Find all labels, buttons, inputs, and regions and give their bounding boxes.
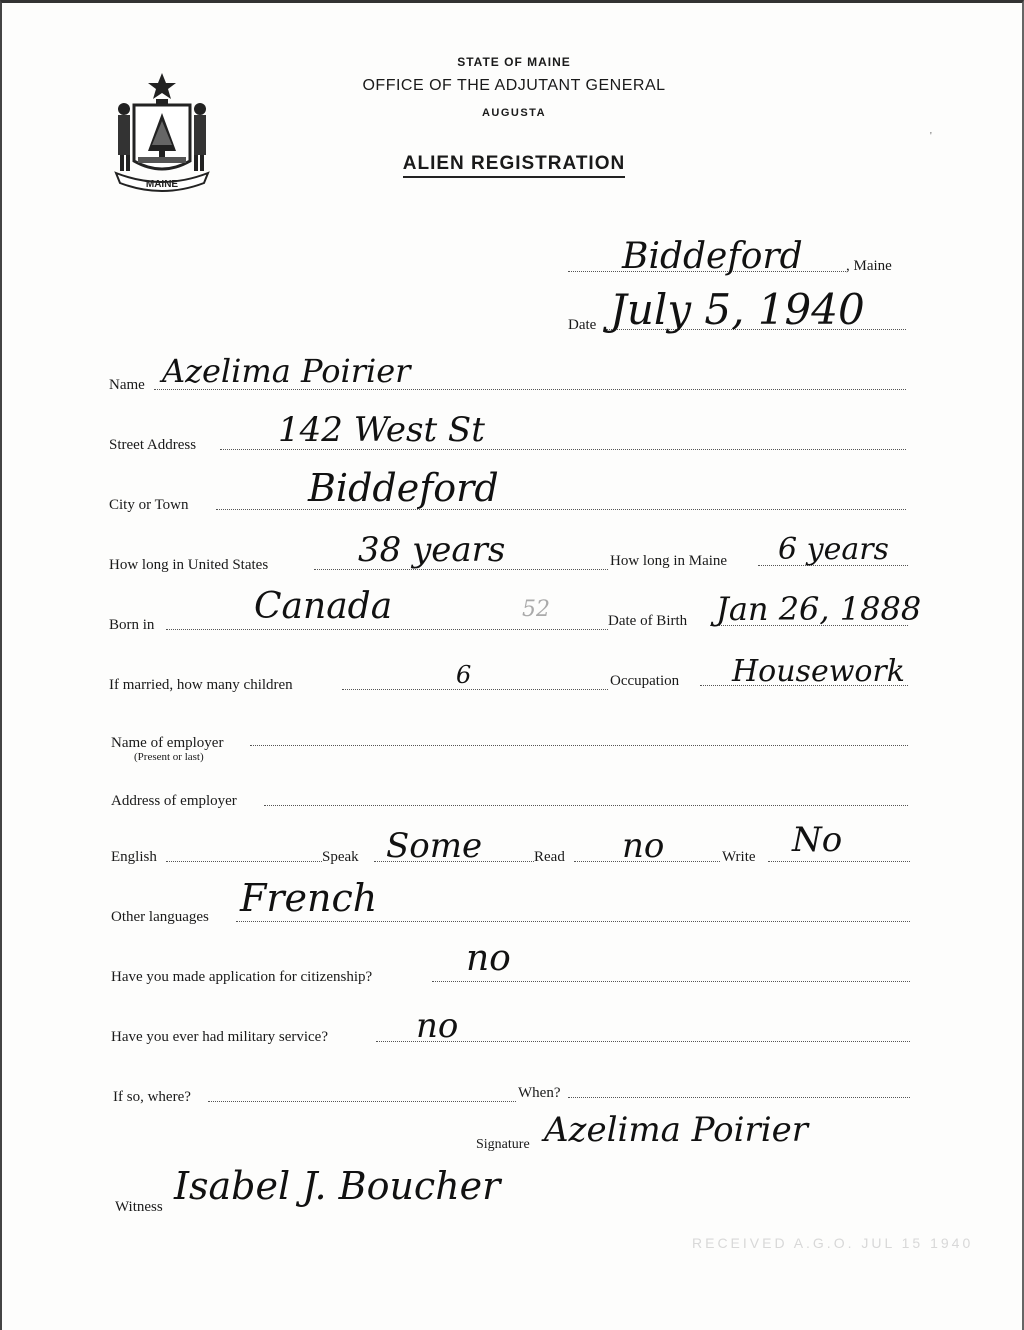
- military-field[interactable]: no: [416, 1006, 459, 1046]
- form-title: ALIEN REGISTRATION: [403, 153, 625, 178]
- witness-field[interactable]: Isabel J. Boucher: [174, 1164, 501, 1208]
- if-so-where-label: If so, where?: [113, 1089, 191, 1105]
- military-label: Have you ever had military service?: [111, 1029, 328, 1045]
- city-field[interactable]: Biddeford: [308, 466, 499, 510]
- signature-label: Signature: [476, 1137, 530, 1152]
- seal-banner: MAINE: [145, 179, 179, 190]
- employer-address-label: Address of employer: [111, 793, 237, 809]
- read-label: Read: [534, 849, 565, 865]
- witness-label: Witness: [115, 1199, 163, 1215]
- occupation-field[interactable]: Housework: [732, 654, 905, 689]
- other-languages-label: Other languages: [111, 909, 209, 925]
- header-office: OFFICE OF THE ADJUTANT GENERAL: [362, 77, 666, 94]
- when-label: When?: [518, 1085, 561, 1101]
- signature-field[interactable]: Azelima Poirier: [544, 1110, 808, 1150]
- how-long-us-label: How long in United States: [109, 557, 269, 573]
- speak-field[interactable]: Some: [386, 826, 483, 866]
- dob-field[interactable]: Jan 26, 1888: [716, 590, 922, 628]
- children-field[interactable]: 6: [456, 661, 472, 689]
- how-long-maine-field[interactable]: 6 years: [778, 532, 889, 567]
- street-label: Street Address: [109, 437, 197, 453]
- born-in-label: Born in: [109, 617, 155, 633]
- english-label: English: [111, 849, 157, 865]
- town-field[interactable]: Biddeford: [622, 236, 803, 277]
- age-note: 52: [522, 597, 550, 622]
- write-label: Write: [722, 849, 756, 865]
- received-stamp: RECEIVED A.G.O. JUL 15 1940: [692, 1235, 974, 1251]
- date-label: Date: [568, 317, 597, 333]
- employer-label: Name of employer: [111, 735, 224, 751]
- when-field[interactable]: [568, 1097, 910, 1098]
- dob-label: Date of Birth: [608, 613, 688, 629]
- city-label: City or Town: [109, 497, 189, 513]
- how-long-us-field[interactable]: 38 years: [358, 530, 506, 570]
- where-field[interactable]: [208, 1101, 516, 1102]
- read-field[interactable]: no: [622, 826, 665, 866]
- name-label: Name: [109, 377, 145, 393]
- header-state: STATE OF MAINE: [457, 55, 571, 69]
- date-field[interactable]: July 5, 1940: [610, 285, 865, 334]
- employer-field[interactable]: [250, 745, 908, 746]
- employer-address-field[interactable]: [264, 805, 908, 806]
- write-field[interactable]: No: [792, 820, 843, 860]
- citizenship-field[interactable]: no: [466, 938, 511, 979]
- occupation-label: Occupation: [610, 673, 680, 689]
- registration-form: MAINE STATE OF MAINE OFFICE OF THE ADJUTANT GENERAL AUGUSTA ALIEN REGISTRATION ' Biddeford , Maine Date July 5, 1940 Name Azelima Poirier Street Address 142 West St City or Town Biddeford How long in United States 38 years How long in Maine 6 years Born in Canada 52 Date of Birth Jan 26, 1888 If married, how many children 6 Occupation Housework Name of employer (Present or last) Address of employer English Speak Some Read no Write No Other languages French Have you made application for citizenship? no Have you ever had military service? no If so, where? When? Signature Azelima Poirier Witness Isabel J. Boucher RECEIVED A.G.O. JUL 15 1940: [0, 0, 1024, 1330]
- street-field[interactable]: 142 West St: [278, 410, 485, 450]
- citizenship-label: Have you made application for citizenship?: [111, 969, 373, 985]
- header-city: AUGUSTA: [481, 107, 547, 119]
- name-field[interactable]: Azelima Poirier: [162, 352, 411, 390]
- maine-label: , Maine: [846, 258, 892, 274]
- speak-label: Speak: [322, 849, 359, 865]
- children-label: If married, how many children: [109, 677, 293, 693]
- other-languages-field[interactable]: French: [240, 876, 378, 920]
- how-long-maine-label: How long in Maine: [610, 553, 728, 569]
- born-in-field[interactable]: Canada: [254, 586, 393, 627]
- employer-note: (Present or last): [134, 751, 204, 763]
